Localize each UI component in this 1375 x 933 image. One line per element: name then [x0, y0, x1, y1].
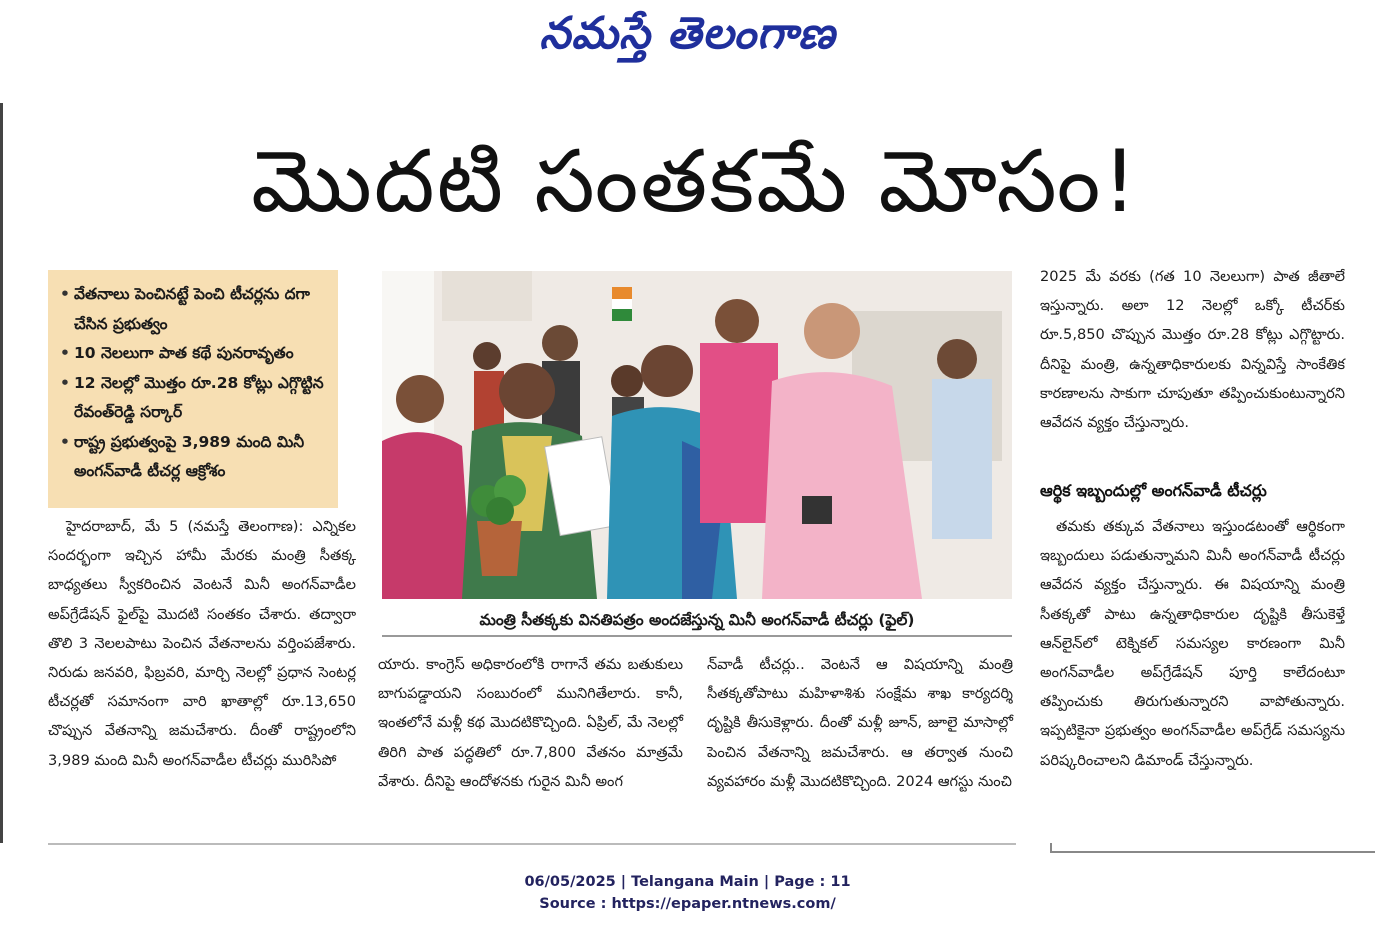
section-subhead: ఆర్థిక ఇబ్బందుల్లో అంగన్‌వాడీ టీచర్లు	[1040, 481, 1267, 500]
highlight-item: • వేతనాలు పెంచినట్టే పెంచి టీచర్లను దగా చేసిన ప్రభుత్వం	[74, 280, 330, 339]
article-paragraph: యారు. కాంగ్రెస్ అధికారంలోకి రాగానే తమ బతుకులు బాగుపడ్డాయని సంబురంలో మునిగితేలారు. కానీ, ఇంతలోనే మళ్లీ కథ మొదటికొచ్చింది. ఏప్రిల్, మే నెలల్లో తిరిగి పాత పద్ధతిలో రూ.7,800 వేతనం మాత్రమే వేశారు. దీనిపై ఆందోళనకు గురైన మినీ అంగ	[378, 656, 683, 790]
headline: మొదటి సంతకమే మోసం!	[251, 132, 1139, 232]
page-footer	[0, 871, 1375, 915]
article-paragraph: 2025 మే వరకు (గత 10 నెలలుగా) పాత జీతాలే ఇస్తున్నారు. అలా 12 నెలల్లో ఒక్కో టీచర్‌కు రూ.5,850 చొప్పున మొత్తం రూ.28 కోట్లు ఎగ్గొట్టారు. దీనిపై మంత్రి, ఉన్నతాధికారులకు విన్నవిస్తే సాంకేతిక కారణాలను సాకుగా చూపుతూ తప్పించుకుంటున్నారని ఆవేదన వ్యక్తం చేస్తున్నారు.	[1040, 268, 1345, 432]
article-column-3	[707, 650, 1013, 796]
article-paragraph: తమకు తక్కువ వేతనాలు ఇస్తుండటంతో ఆర్థికంగా ఇబ్బందులు పడుతున్నామని మినీ అంగన్‌వాడీ టీచర్లు ఆవేదన వ్యక్తం చేస్తున్నారు. ఈ విషయాన్ని మంత్రి సీతక్కతో పాటు ఉన్నతాధికారుల దృష్టికి తీసుకెళ్తే ఆన్‌లైన్‌లో టెక్నికల్ సమస్యల కారణంగా మినీ అంగన్‌వాడీల అప్‌గ్రేడేషన్ పూర్తి కాలేదంటూ తప్పించుకు తిరుగుతున్నారని వాపోతున్నారు. ఇప్పటికైనా ప్రభుత్వం అంగన్‌వాడీల అప్‌గ్రేడ్ సమస్యను పరిష్కరించాలని డిమాండ్ చేస్తున్నారు.	[1040, 518, 1345, 769]
bottom-rule	[48, 843, 1016, 845]
highlights-box	[48, 270, 338, 508]
article-paragraph: హైదరాబాద్, మే 5 (నమస్తే తెలంగాణ): ఎన్నికల సందర్భంగా ఇచ్చిన హామీ మేరకు మంత్రి సీతక్క బాధ్యతలు స్వీకరించిన వెంటనే మినీ అంగన్‌వాడీల అప్‌గ్రేడేషన్ ఫైల్‌పై మొదటి సంతకం చేశారు. తద్వారా తొలి 3 నెలలపాటు పెంచిన వేతనాలను వర్తింపజేశారు. నిరుడు జనవరి, ఫిబ్రవరి, మార్చి నెలల్లో ప్రధాన సెంటర్ల టీచర్లతో సమానంగా వారి ఖాతాల్లో రూ.13,650 చొప్పున వేతనాన్ని జమచేశారు. దీంతో రాష్ట్రంలోని 3,989 మంది మినీ అంగన్‌వాడీల టీచర్లు మురిసిపో	[48, 518, 356, 769]
news-photo	[382, 271, 1012, 599]
footer-source-link[interactable]: Source : https://epaper.ntnews.com/	[539, 896, 836, 912]
article-column-1	[48, 512, 356, 775]
bottom-rule-right	[1052, 851, 1375, 853]
article-column-4-continued	[1040, 512, 1345, 775]
photo-caption: మంత్రి సీతక్కకు వినతిపత్రం అందజేస్తున్న మినీ అంగన్‌వాడీ టీచర్లు (ఫైల్)	[382, 605, 1012, 637]
highlight-item: • 12 నెలల్లో మొత్తం రూ.28 కోట్లు ఎగ్గొట్టిన రేవంత్‌రెడ్డి సర్కార్	[74, 369, 330, 428]
article-paragraph: న్‌వాడీ టీచర్లు.. వెంటనే ఆ విషయాన్ని మంత్రి సీతక్కతోపాటు మహిళాశిశు సంక్షేమ శాఖ కార్యదర్శి దృష్టికి తీసుకెళ్లారు. దీంతో మళ్లీ జూన్, జూలై మాసాల్లో పెంచిన వేతనాన్ని జమచేశారు. ఆ తర్వాత నుంచి వ్యవహారం మళ్లీ మొదటికొచ్చింది. 2024 ఆగస్టు నుంచి	[707, 656, 1013, 790]
highlight-item: • 10 నెలలుగా పాత కథే పునరావృతం	[74, 339, 330, 369]
left-border-rule	[0, 103, 3, 843]
footer-date-line: 06/05/2025 | Telangana Main | Page : 11	[524, 874, 851, 890]
highlight-item: • రాష్ట్ర ప్రభుత్వంపై 3,989 మంది మినీ అంగన్‌వాడీ టీచర్ల ఆక్రోశం	[74, 428, 330, 487]
masthead-logo: నమస్తే తెలంగాణ	[539, 8, 836, 59]
article-column-4	[1040, 262, 1345, 437]
article-column-2	[378, 650, 683, 796]
